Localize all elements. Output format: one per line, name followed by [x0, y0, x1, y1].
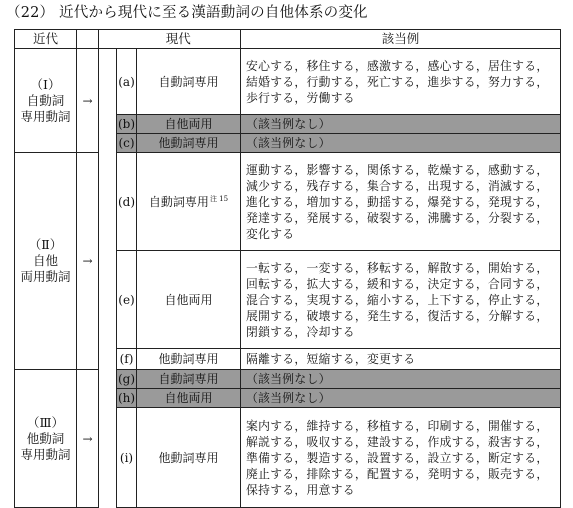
present-type: 自動詞専用 [158, 74, 219, 89]
header-arrow-spacer [77, 30, 99, 49]
present-type-cell [137, 389, 241, 408]
examples-cell: （該当例なし） [241, 134, 561, 153]
examples-cell: （該当例なし） [241, 389, 561, 408]
examples-cell: 運動する，影響する，関係する，乾燥する，感動する，減少する，残存する，集合する，出現する，消滅する，進化する，増加する，動揺する，爆発する，発現する，発達する，発展する，破裂する，沸騰する，分裂する，変化する [241, 153, 561, 251]
present-type-cell [137, 49, 241, 115]
present-type: 他動詞専用 [158, 450, 219, 465]
footnote-marker: 注 15 [209, 194, 229, 203]
row-label: (g) [117, 370, 137, 389]
spacer-cell [99, 49, 117, 115]
examples-cell: 隔離する，短縮する，変更する [241, 349, 561, 370]
era-line: 専用動詞 [20, 108, 71, 124]
row-label: (c) [117, 134, 137, 153]
spacer-cell [99, 349, 117, 370]
era-line: 専用動詞 [20, 446, 71, 462]
examples-cell: （該当例なし） [241, 115, 561, 134]
examples-cell: 安心する，移住する，感激する，感心する，居住する，結婚する，行動する，死亡する，進歩する，努力する，歩行する，労働する [241, 49, 561, 115]
header-modern-era: 近代 [15, 30, 77, 49]
table-row [15, 370, 561, 389]
present-type-cell [137, 115, 241, 134]
era-cell [15, 153, 77, 370]
era-line: 両用動詞 [20, 269, 71, 284]
era-line: 他動詞 [26, 430, 65, 446]
arrow-glyph: → [82, 431, 93, 446]
row-label: (b) [117, 115, 137, 134]
table-row [15, 153, 561, 251]
verb-transitivity-table [14, 29, 561, 508]
row-label: (h) [117, 389, 137, 408]
spacer-cell [99, 134, 117, 153]
arrow-cell [77, 370, 99, 508]
present-type: 自他両用 [164, 391, 213, 405]
era-line: 自他 [32, 253, 58, 268]
arrow-cell [77, 49, 99, 153]
present-type-cell [137, 408, 241, 508]
row-label: (e) [117, 251, 137, 349]
arrow-glyph: → [82, 254, 93, 268]
present-type-cell [137, 251, 241, 349]
present-type: 自他両用 [164, 117, 213, 131]
present-type: 自他両用 [164, 292, 213, 307]
era-cell [15, 370, 77, 508]
spacer-cell [99, 408, 117, 508]
present-type-cell [137, 134, 241, 153]
row-label: (a) [117, 49, 137, 115]
era-cell [15, 49, 77, 153]
present-type-cell [137, 349, 241, 370]
era-line: 自動詞 [26, 92, 65, 108]
spacer-cell [99, 153, 117, 251]
present-type: 自動詞専用 [148, 194, 209, 209]
header-examples: 該当例 [241, 30, 561, 49]
arrow-cell [77, 153, 99, 370]
examples-cell: 一転する，一変する，移転する，解散する，開始する，回転する，拡大する，緩和する，決定する，合同する，混合する，実現する，縮小する，上下する，停止する，展開する，破壊する，発生する，復活する，分解する，閉鎖する，冷却する [241, 251, 561, 349]
spacer-cell [99, 389, 117, 408]
table-caption: （22） 近代から現代に至る漢語動詞の自他体系の変化 [6, 5, 368, 21]
present-type-cell [137, 370, 241, 389]
era-line: （Ⅱ） [28, 237, 63, 252]
spacer-cell [99, 115, 117, 134]
header-present: 現代 [117, 30, 241, 49]
present-type-cell [137, 153, 241, 251]
spacer-cell [99, 251, 117, 349]
present-type: 他動詞専用 [158, 136, 219, 150]
era-line: （Ⅲ） [26, 414, 65, 430]
row-label: (d) [117, 153, 137, 251]
examples-cell: 案内する，維持する，移植する，印刷する，開催する，解説する，吸収する，建設する，作成する，殺害する，準備する，製造する，設置する，設立する，断定する，廃止する，排除する，配置する，発明する，販売する，保持する，用意する [241, 408, 561, 508]
table-row [15, 49, 561, 115]
table-body [15, 49, 561, 508]
present-type: 自動詞専用 [158, 372, 219, 386]
header-label-spacer [99, 30, 117, 49]
era-line: （Ⅰ） [30, 76, 61, 92]
spacer-cell [99, 370, 117, 389]
examples-cell: （該当例なし） [241, 370, 561, 389]
row-label: (f) [117, 349, 137, 370]
present-type: 他動詞専用 [158, 352, 219, 366]
arrow-glyph: → [82, 93, 93, 108]
row-label: (i) [117, 408, 137, 508]
header-row [15, 30, 561, 49]
